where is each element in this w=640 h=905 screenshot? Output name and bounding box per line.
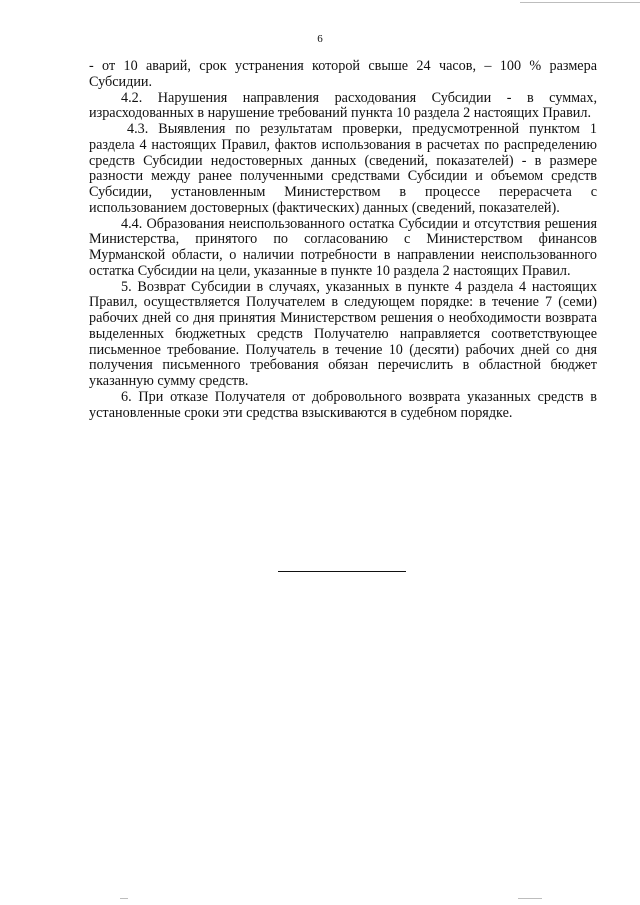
paragraph-continuation: - от 10 аварий, срок устранения которой свыше 24 часов, – 100 % размера Субсидии.	[89, 58, 597, 90]
paragraph-5: 5. Возврат Субсидии в случаях, указанных в пункте 4 раздела 4 настоящих Правил, осуществляется Получателем в следующем порядке: в течение 7 (семи) рабочих дней со дня принятия Министерством решения о необходимости возврата выделенных бюджетных средств Получателю направляется соответствующее письменное требование. Получатель в течение 10 (десяти) рабочих дней со дня получения письменного требования обязан перечислить в областной бюджет указанную сумму средств.	[89, 278, 597, 389]
scan-edge-mark	[518, 898, 542, 899]
scan-edge-mark	[520, 2, 640, 3]
scan-edge-mark	[120, 898, 128, 899]
paragraph-6: 6. При отказе Получателя от добровольного возврата указанных средств в установленные сроки эти средства взыскиваются в судебном порядке.	[89, 388, 597, 421]
paragraph-4-4: 4.4. Образования неиспользованного остатка Субсидии и отсутствия решения Министерства, принятого по согласованию с Министерством финансов Мурманской области, о наличии потребности в направлении неиспользованного остатка Субсидии на цели, указанные в пункте 10 раздела 2 настоящих Правил.	[89, 215, 597, 279]
paragraph-4-3: 4.3. Выявления по результатам проверки, предусмотренной пунктом 1 раздела 4 настоящих Правил, фактов использования в расчетах по распределению средств Субсидии недостоверных данных (сведений, показателей) - в размере разности между ранее полученными средствами Субсидии и объемом средств Субсидии, установленным Министерством в процессе перерасчета с использованием достоверных (фактических) данных (сведений, показателей).	[89, 121, 597, 216]
paragraph-4-2: 4.2. Нарушения направления расходования Субсидии - в суммах, израсходованных в нарушение требований пункта 10 раздела 2 настоящих Правил.	[89, 89, 597, 122]
document-body	[89, 59, 597, 421]
page-number: 6	[317, 33, 323, 45]
end-of-document-rule	[278, 571, 406, 572]
